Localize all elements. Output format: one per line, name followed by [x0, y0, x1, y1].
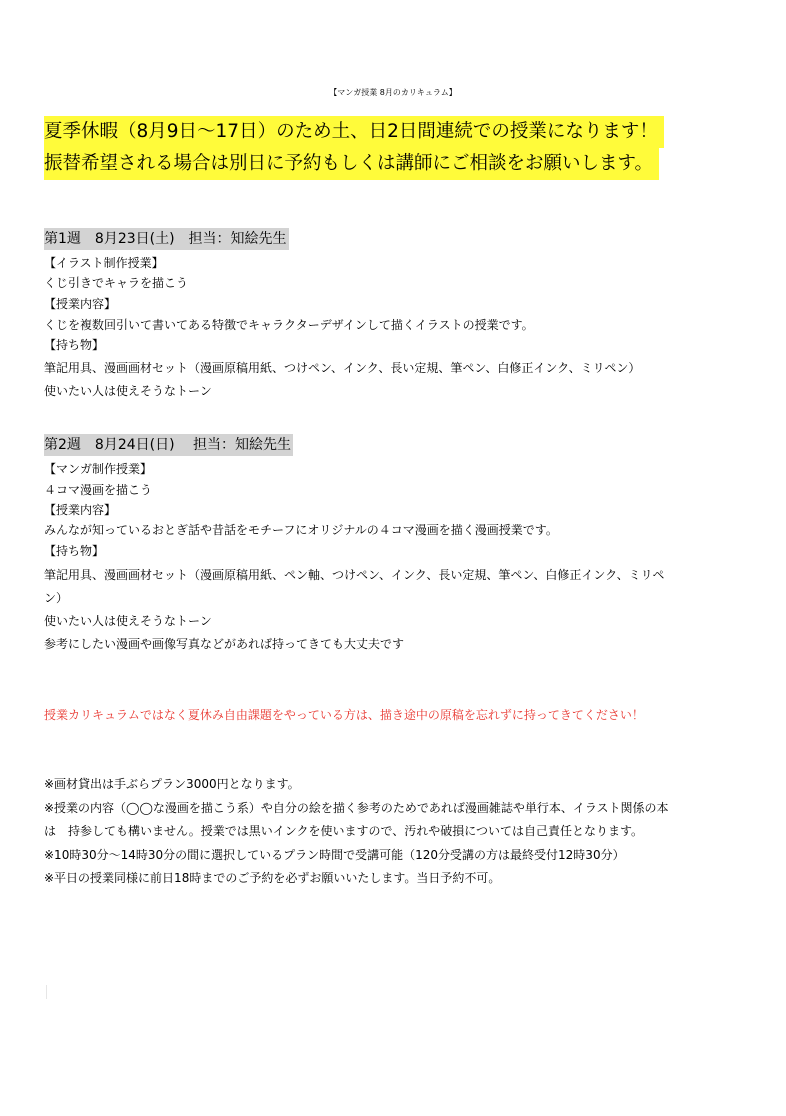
week-1-category: 【イラスト制作授業】	[44, 256, 164, 270]
highlight-notice-line-2: 振替希望される場合は別日に予約もしくは講師にご相談をお願いします。	[44, 148, 659, 180]
faint-mark	[46, 985, 47, 999]
note-2-line-2: は 持参しても構いません。授業では黒いインクを使いますので、汚れや破損については自己責任となります。	[44, 824, 644, 838]
week-2-extra-1: 使いたい人は使えそうなトーン	[44, 614, 212, 628]
week-2-extra-2: 参考にしたい漫画や画像写真などがあれば持ってきても大丈夫です	[44, 637, 405, 651]
note-3: ※10時30分〜14時30分の間に選択しているプラン時間で受講可能（120分受講の方は最終受付12時30分）	[44, 848, 625, 862]
note-2-line-1: ※授業の内容（◯◯な漫画を描こう系）や自分の絵を描く参考のためであれば漫画雑誌や単行本、イラスト関係の本	[44, 801, 669, 815]
warning-message: 授業カリキュラムではなく夏休み自由課題をやっている方は、描き途中の原稿を忘れずに持ってきてください！	[44, 708, 644, 722]
week-1-items: 筆記用具、漫画画材セット（漫画原稿用紙、つけペン、インク、長い定規、筆ペン、白修正インク、ミリペン）	[44, 361, 641, 375]
week-2-category: 【マンガ制作授業】	[44, 462, 153, 476]
note-4: ※平日の授業同様に前日18時までのご予約を必ずお願いいたします。当日予約不可。	[44, 871, 501, 885]
week-2-lesson-title: ４コマ漫画を描こう	[44, 483, 153, 497]
week-2-items-label: 【持ち物】	[44, 544, 105, 558]
week-2-items-line-2: ン）	[44, 591, 69, 605]
week-1-content-label: 【授業内容】	[44, 297, 117, 311]
week-2-content-label: 【授業内容】	[44, 503, 117, 517]
highlight-notice-line-1: 夏季休暇（8月9日〜17日）のため土、日2日間連続での授業になります！	[44, 116, 664, 148]
note-1: ※画材貸出は手ぶらプラン3000円となります。	[44, 777, 300, 791]
week-1-items-label: 【持ち物】	[44, 338, 105, 352]
week-1-content: くじを複数回引いて書いてある特徴でキャラクターデザインして描くイラストの授業です。	[44, 318, 534, 332]
week-2-items-line-1: 筆記用具、漫画画材セット（漫画原稿用紙、ペン軸、つけペン、インク、長い定規、筆ペン、白修正インク、ミリペ	[44, 568, 665, 582]
week-1-extra-1: 使いたい人は使えそうなトーン	[44, 384, 212, 398]
week-2-content: みんなが知っているおとぎ話や昔話をモチーフにオリジナルの４コマ漫画を描く漫画授業です。	[44, 523, 558, 537]
week-2-header: 第2週 8月24日(日) 担当：知絵先生	[44, 434, 293, 456]
page-title: 【マンガ授業 8月のカリキュラム】	[329, 88, 457, 97]
week-1-header: 第1週 8月23日(土) 担当：知絵先生	[44, 228, 289, 250]
week-1-lesson-title: くじ引きでキャラを描こう	[44, 276, 189, 290]
